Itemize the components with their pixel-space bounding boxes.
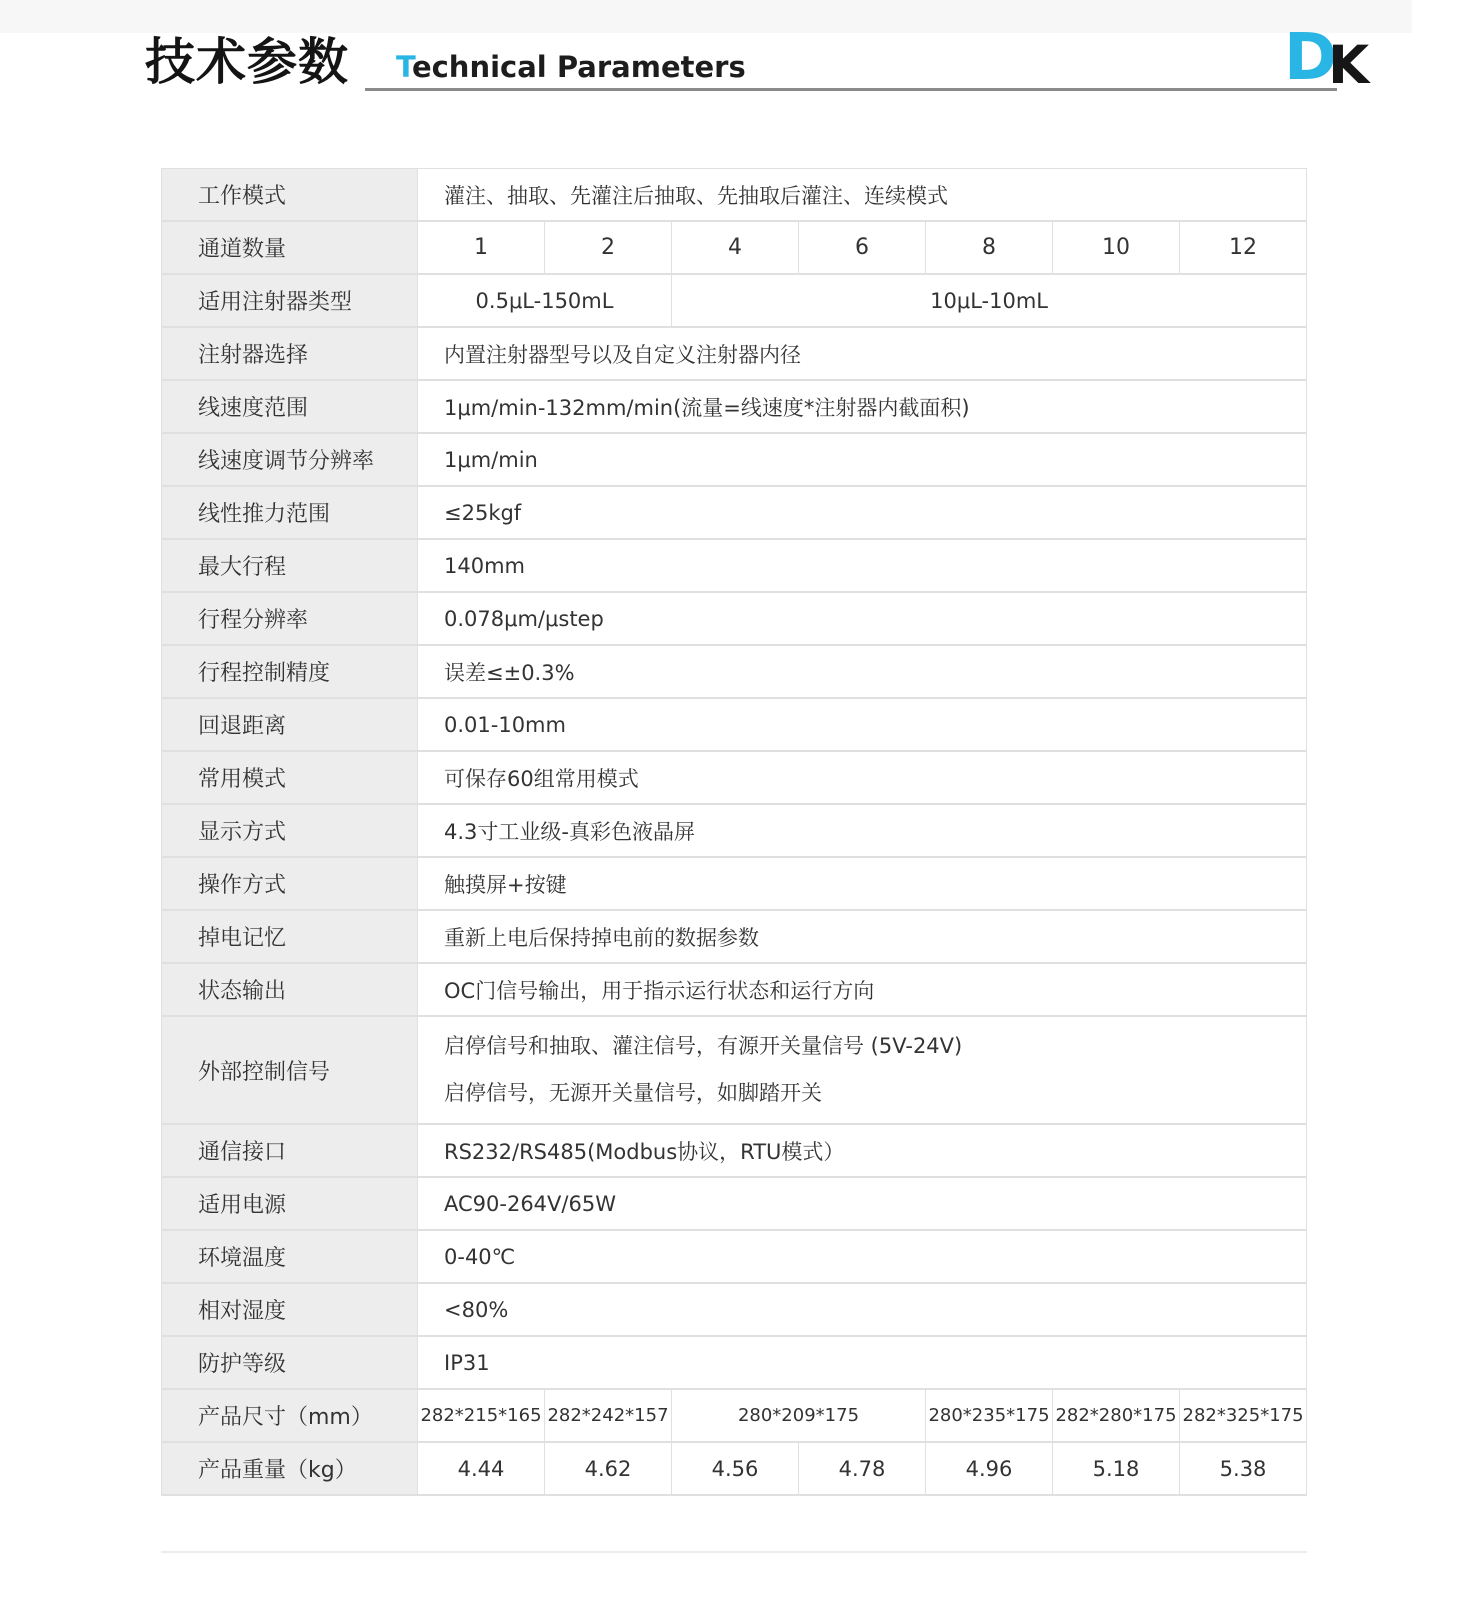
row-label: 适用电源 [162,1178,418,1231]
row-value: 内置注射器型号以及自定义注射器内径 [418,328,1307,381]
table-row-comm-interface [162,1125,1307,1178]
cell: 282*242*157 [545,1390,672,1443]
row-value: 误差≤±0.3% [418,646,1307,699]
row-label: 最大行程 [162,540,418,593]
page-title-en [396,50,746,84]
row-value: 1μm/min-132mm/min(流量=线速度*注射器内截面积) [418,381,1307,434]
title-en-accent-letter: T [396,50,412,84]
row-label: 环境温度 [162,1231,418,1284]
table-row-common-modes [162,752,1307,805]
cell: 5.18 [1053,1443,1180,1496]
table-row-operation [162,858,1307,911]
row-value: 0.01-10mm [418,699,1307,752]
table-row-status-output [162,964,1307,1017]
cell: 282*280*175 [1053,1390,1180,1443]
row-value: 140mm [418,540,1307,593]
table-row-relative-humidity [162,1284,1307,1337]
table-row-external-control [162,1017,1307,1125]
row-value: RS232/RS485(Modbus协议，RTU模式） [418,1125,1307,1178]
table-row-stroke-accuracy [162,646,1307,699]
row-label: 状态输出 [162,964,418,1017]
cell: 4.96 [926,1443,1053,1496]
cell: 6 [799,222,926,275]
row-value: 触摸屏+按键 [418,858,1307,911]
row-label: 工作模式 [162,169,418,222]
cell: 1 [418,222,545,275]
row-value: 1μm/min [418,434,1307,487]
logo-letter-k: K [1328,35,1370,96]
table-row-power-off-memory [162,911,1307,964]
table-row-syringe-select [162,328,1307,381]
row-label: 相对湿度 [162,1284,418,1337]
table-row-product-weight [162,1443,1307,1496]
cell: 4.56 [672,1443,799,1496]
row-label: 适用注射器类型 [162,275,418,328]
table-row-protection-rating [162,1337,1307,1390]
row-label: 产品尺寸（mm） [162,1390,418,1443]
cell: 4.44 [418,1443,545,1496]
cell: 282*215*165 [418,1390,545,1443]
table-bottom-divider [161,1551,1307,1553]
cell: 4 [672,222,799,275]
row-value-line-2: 启停信号，无源开关量信号，如脚踏开关 [444,1081,822,1105]
table-row-display [162,805,1307,858]
logo-letter-d: D [1284,21,1336,95]
row-label: 操作方式 [162,858,418,911]
row-label: 显示方式 [162,805,418,858]
row-label: 行程控制精度 [162,646,418,699]
cell: 2 [545,222,672,275]
row-value: 0.078μm/μstep [418,593,1307,646]
table-row-syringe-type [162,275,1307,328]
table-row-backlash-distance [162,699,1307,752]
spec-table [161,168,1307,1496]
cell: 4.62 [545,1443,672,1496]
row-value: 4.3寸工业级-真彩色液晶屏 [418,805,1307,858]
brand-logo [1284,21,1370,96]
row-value: 可保存60组常用模式 [418,752,1307,805]
row-value: 重新上电后保持掉电前的数据参数 [418,911,1307,964]
page-title-cn: 技术参数 [145,33,349,91]
cell: 10 [1053,222,1180,275]
table-row-max-stroke [162,540,1307,593]
row-value [418,1017,1307,1125]
row-value: OC门信号输出，用于指示运行状态和运行方向 [418,964,1307,1017]
table-row-product-dimensions [162,1390,1307,1443]
cell: 282*325*175 [1180,1390,1307,1443]
row-value: AC90-264V/65W [418,1178,1307,1231]
row-label: 线速度调节分辨率 [162,434,418,487]
table-row-speed-resolution [162,434,1307,487]
cell: 5.38 [1180,1443,1307,1496]
row-label: 注射器选择 [162,328,418,381]
row-value: 灌注、抽取、先灌注后抽取、先抽取后灌注、连续模式 [418,169,1307,222]
row-label: 通道数量 [162,222,418,275]
row-label: 外部控制信号 [162,1017,418,1125]
cell: 280*209*175 [672,1390,926,1443]
row-label: 常用模式 [162,752,418,805]
table-row-linear-force [162,487,1307,540]
table-row-work-mode [162,169,1307,222]
cell: 280*235*175 [926,1390,1053,1443]
row-label: 回退距离 [162,699,418,752]
cell: 8 [926,222,1053,275]
row-label: 通信接口 [162,1125,418,1178]
row-value: IP31 [418,1337,1307,1390]
table-row-channel-count [162,222,1307,275]
row-value: 0-40℃ [418,1231,1307,1284]
row-label: 线速度范围 [162,381,418,434]
row-value: <80% [418,1284,1307,1337]
cell: 4.78 [799,1443,926,1496]
row-label: 行程分辨率 [162,593,418,646]
header-underline [365,88,1337,91]
table-row-ambient-temperature [162,1231,1307,1284]
cell: 10μL-10mL [672,275,1307,328]
row-label: 掉电记忆 [162,911,418,964]
row-label: 防护等级 [162,1337,418,1390]
top-strip [0,0,1412,33]
row-value-line-1: 启停信号和抽取、灌注信号，有源开关量信号 (5V-24V) [444,1034,963,1058]
cell: 12 [1180,222,1307,275]
table-row-linear-speed-range [162,381,1307,434]
table-row-stroke-resolution [162,593,1307,646]
row-value: ≤25kgf [418,487,1307,540]
title-en-rest: echnical Parameters [411,50,746,84]
table-row-power-supply [162,1178,1307,1231]
cell: 0.5μL-150mL [418,275,672,328]
row-label: 线性推力范围 [162,487,418,540]
row-label: 产品重量（kg） [162,1443,418,1496]
